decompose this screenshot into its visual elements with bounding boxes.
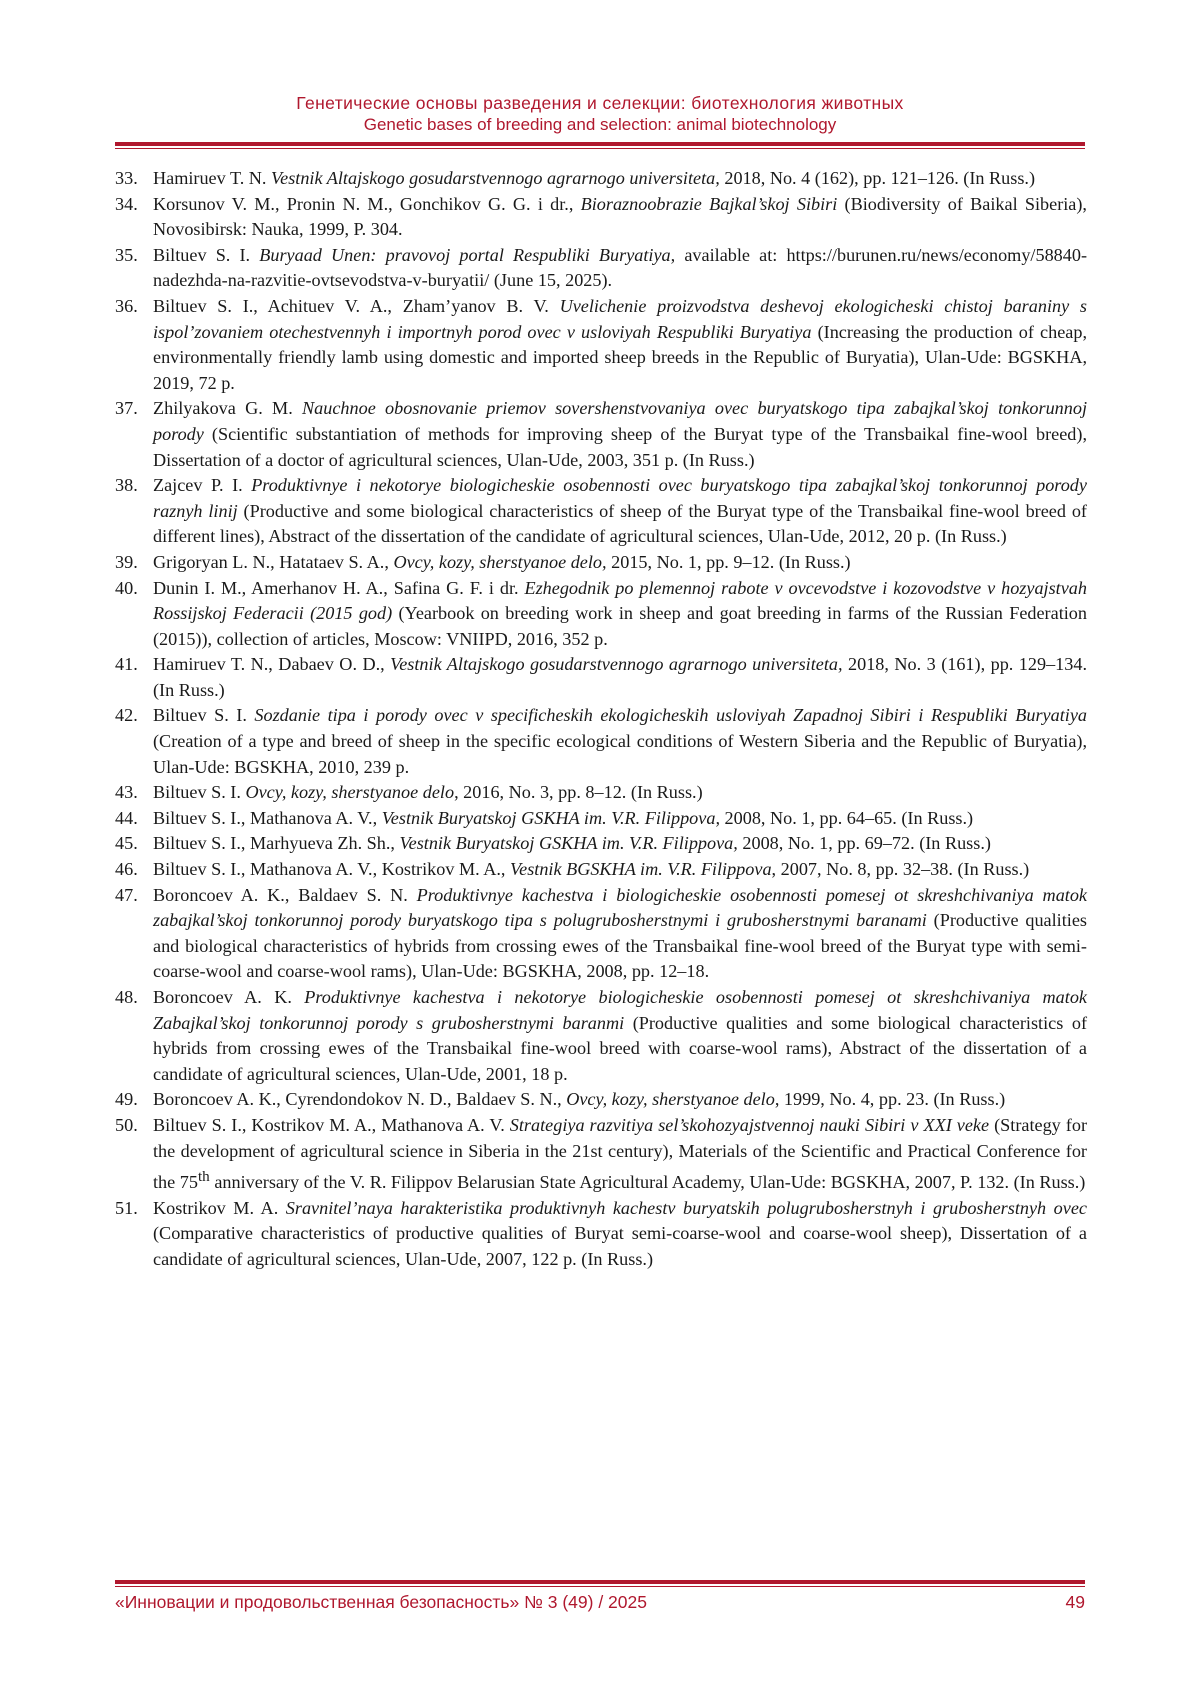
reference-details: 2018, No. 4 (162), pp. 121–126. (In Russ.)	[719, 168, 1036, 188]
reference-number: 42.	[115, 705, 138, 726]
reference-title: Produktivnye i nekotorye biologicheskie osobennosti ovec buryatskogo tipa zabajkal’skoj tonkorunnoj porody raznyh linij	[153, 475, 1087, 521]
reference-title: Vestnik Altajskogo gosudarstvennogo agrarnogo universiteta,	[271, 168, 720, 188]
reference-authors: Biltuev S. I.	[153, 782, 246, 803]
reference-details: 2008, No. 1, pp. 69–72. (In Russ.)	[737, 833, 991, 854]
reference-authors: Biltuev S. I.	[153, 244, 260, 265]
reference-text	[153, 806, 1087, 832]
reference-authors: Korsunov V. M., Pronin N. M., Gonchikov G. G. i dr.,	[153, 193, 581, 214]
reference-text	[153, 1087, 1087, 1113]
reference-number: 44.	[115, 807, 138, 828]
reference-item	[115, 576, 1087, 653]
page-number: 49	[1065, 1592, 1085, 1612]
reference-text	[153, 985, 1087, 1087]
reference-item	[115, 1113, 1087, 1196]
reference-authors: Kostrikov M. A.	[153, 1197, 286, 1218]
footer-rule	[115, 1580, 1085, 1584]
reference-superscript: th	[197, 1168, 210, 1186]
reference-list	[115, 166, 1087, 1273]
reference-authors: Boroncoev A. K., Cyrendondokov N. D., Baldaev S. N.,	[153, 1089, 567, 1110]
reference-details: available at: https://burunen.ru/news/economy/58840-nadezhda-na-razvitie-ovtsevodstva-v-buryatii/ (June 15, 2025).	[153, 244, 1087, 291]
header-rule-thin	[115, 148, 1085, 149]
reference-text	[153, 857, 1087, 883]
reference-item	[115, 166, 1087, 192]
reference-number: 37.	[115, 398, 138, 419]
reference-number: 38.	[115, 475, 138, 496]
reference-authors: Hamiruev T. N., Dabaev O. D.,	[153, 654, 391, 675]
reference-item	[115, 857, 1087, 883]
reference-text	[153, 550, 1087, 576]
reference-number: 41.	[115, 654, 138, 675]
reference-item	[115, 550, 1087, 576]
reference-title: Uvelichenie proizvodstva deshevoj ekologicheski chistoj baraniny s ispol’zovaniem otechestvennyh i importnyh porod ovec v usloviyah Respubliki Buryatiya	[153, 295, 1087, 342]
reference-title: Vestnik BGSKHA im. V.R. Filippova	[510, 859, 772, 880]
reference-authors: Zhilyakova G. M.	[153, 398, 303, 419]
reference-title: Nauchnoe obosnovanie priemov sovershenstvovaniya ovec buryatskogo tipa zabajkal’skoj tonkorunnoj porody	[153, 398, 1088, 444]
reference-text	[153, 396, 1087, 473]
reference-item	[115, 473, 1087, 550]
reference-number: 47.	[115, 884, 138, 905]
reference-details: (Comparative characteristics of productive qualities of Buryat semi-coarse-wool and coarse-wool sheep), Dissertation of a candidate of agricultural sciences, Ulan-Ude, 2007, 122 p. (In Russ.)	[153, 1223, 1087, 1269]
reference-item	[115, 192, 1087, 243]
reference-item	[115, 243, 1087, 294]
reference-details: 2015, No. 1, pp. 9–12. (In Russ.)	[606, 551, 851, 572]
reference-text	[153, 243, 1087, 294]
reference-details: (Productive and some biological characteristics of sheep of the Buryat type of the Transbaikal fine-wool breed of different lines), Abstract of the dissertation of the candidate of agricultural sciences, Ulan-Ude, 2012, 20 p. (In Russ.)	[153, 500, 1087, 547]
reference-authors: Boroncoev A. K., Baldaev S. N.	[153, 884, 417, 905]
reference-title: Produktivnye kachestva i nekotorye biologicheskie osobennosti pomesej ot skreshchivaniya matok Zabajkal’skoj tonkorunnoj porody s grubosherstnymi baranmi	[153, 987, 1087, 1033]
reference-title: Sozdanie tipa i porody ovec v specificheskih ekologicheskih usloviyah Zapadnoj Sibiri i Respubliki Buryatiya	[254, 705, 1087, 726]
reference-number: 43.	[115, 782, 138, 803]
reference-text	[153, 883, 1087, 985]
reference-item	[115, 985, 1087, 1087]
reference-details: 2018, No. 3 (161), pp. 129–134. (In Russ.)	[153, 654, 1087, 700]
reference-title: Sravnitel’naya harakteristika produktivnyh kachestv buryatskih polugrubosherstnyh i grubosherstnyh ovec	[285, 1197, 1087, 1218]
reference-title: Strategiya razvitiya sel’skohozyajstvennoj nauki Sibiri v XXI veke	[509, 1114, 990, 1135]
reference-number: 46.	[115, 859, 138, 880]
reference-details: (Productive qualities and some biological characteristics of hybrids from crossing ewes of the Transbaikal fine-wool breed with coarse-wool rams), Abstract of the dissertation of a candidate of agricultural sciences, Ulan-Ude, 2001, 18 p.	[153, 1012, 1087, 1084]
reference-title: Ovcy, kozy, sherstyanoe delo	[566, 1089, 775, 1110]
footer-rule-thin	[115, 1586, 1085, 1587]
reference-title: Ovcy, kozy, sherstyanoe delo	[245, 782, 455, 803]
reference-item	[115, 780, 1087, 806]
reference-number: 45.	[115, 833, 138, 854]
reference-details: (Increasing the production of cheap, environmentally friendly lamb using domestic and imported sheep breeds in the Republic of Buryatia), Ulan-Ude: BGSKHA, 2019, 72 p.	[153, 321, 1088, 393]
reference-details: , 2007, No. 8, pp. 32–38. (In Russ.)	[771, 859, 1030, 880]
reference-number: 50.	[115, 1114, 138, 1135]
header-rule	[115, 142, 1085, 146]
reference-title: Vestnik Altajskogo gosudarstvennogo agrarnogo universiteta,	[390, 654, 843, 675]
reference-text	[153, 703, 1087, 780]
reference-title: Ovcy, kozy, sherstyanoe delo,	[393, 551, 607, 572]
reference-text	[153, 652, 1087, 703]
reference-details: (Yearbook on breeding work in sheep and goat breeding in farms of the Russian Federation (2015)), collection of articles, Moscow: VNIIPD, 2016, 352 p.	[153, 603, 1087, 649]
reference-text	[153, 192, 1087, 243]
reference-number: 34.	[115, 193, 138, 214]
journal-name: «Инновации и продовольственная безопасность» № 3 (49) / 2025	[115, 1592, 647, 1612]
reference-authors: Boroncoev A. K.	[153, 987, 305, 1007]
reference-details: , 2016, No. 3, pp. 8–12. (In Russ.)	[454, 782, 703, 803]
header-title-en: Genetic bases of breeding and selection: animal biotechnology	[363, 115, 837, 134]
reference-title: Vestnik Buryatskoj GSKHA im. V.R. Filippova,	[381, 807, 720, 828]
reference-title: Buryaad Unen: pravovoj portal Respubliki Buryatiya,	[259, 244, 676, 265]
reference-text	[153, 831, 1087, 857]
reference-details: 2008, No. 1, pp. 64–65. (In Russ.)	[720, 807, 974, 828]
reference-details: (Creation of a type and breed of sheep in the specific ecological conditions of Western Siberia and the Republic of Buryatia), Ulan-Ude: BGSKHA, 2010, 239 p.	[153, 731, 1087, 777]
running-header	[115, 92, 1085, 136]
reference-authors: Biltuev S. I., Marhyueva Zh. Sh.,	[153, 833, 400, 854]
reference-item	[115, 1087, 1087, 1113]
reference-authors: Dunin I. M., Amerhanov H. A., Safina G. F. i dr.	[153, 577, 525, 598]
reference-text	[153, 576, 1087, 653]
reference-item	[115, 831, 1087, 857]
reference-number: 35.	[115, 244, 138, 265]
reference-item	[115, 396, 1087, 473]
reference-title: Bioraznoobrazie Bajkal’skoj Sibiri	[580, 193, 838, 214]
reference-item	[115, 806, 1087, 832]
reference-text	[153, 294, 1087, 396]
header-title-ru: Генетические основы разведения и селекции: биотехнология животных	[296, 93, 904, 113]
reference-authors: Grigoryan L. N., Hatataev S. A.,	[153, 551, 394, 572]
reference-text	[153, 166, 1087, 192]
reference-authors: Zajcev P. I.	[153, 475, 252, 496]
reference-authors: Biltuev S. I., Achituev V. A., Zham’yanov B. V.	[153, 295, 560, 316]
reference-details: (Strategy for the development of agricultural science in Siberia in the 21st century), Materials of the Scientific and Practical Conference for the 75	[153, 1114, 1087, 1193]
reference-authors: Biltuev S. I.	[153, 705, 255, 726]
reference-text	[153, 473, 1087, 550]
reference-title: Vestnik Buryatskoj GSKHA im. V.R. Filippova,	[399, 833, 738, 854]
reference-title: Produktivnye kachestva i biologicheskie osobennosti pomesej ot skreshchivaniya matok zabajkal’skoj tonkorunnoj porody buryatskogo tipa s polugrubosherstnymi i grubosherstnymi baranami	[153, 884, 1088, 931]
reference-details-cont: anniversary of the V. R. Filippov Belarusian State Agricultural Academy, Ulan-Ude: BGSKHA, 2007, P. 132. (In Russ.)	[209, 1172, 1086, 1193]
reference-title: Ezhegodnik po plemennoj rabote v ovcevodstve i kozovodstve v hozyajstvah Rossijskoj Federacii (2015 god)	[153, 577, 1087, 624]
reference-details: (Biodiversity of Baikal Siberia), Novosibirsk: Nauka, 1999, P. 304.	[153, 193, 1087, 240]
reference-item	[115, 294, 1087, 396]
reference-authors: Hamiruev T. N.	[153, 168, 272, 188]
reference-item	[115, 652, 1087, 703]
reference-details: , 1999, No. 4, pp. 23. (In Russ.)	[774, 1089, 1006, 1110]
reference-number: 49.	[115, 1089, 138, 1110]
reference-details: (Productive qualities and biological characteristics of hybrids from crossing ewes of the Transbaikal fine-wool breed of the Buryat type with semi-coarse-wool and coarse-wool rams), Ulan-Ude: BGSKHA, 2008, pp. 12–18.	[153, 910, 1087, 982]
reference-details: (Scientific substantiation of methods for improving sheep of the Buryat type of the Transbaikal fine-wool breed), Dissertation of a doctor of agricultural sciences, Ulan-Ude, 2003, 351 p. (In Russ.)	[153, 423, 1087, 470]
reference-number: 36.	[115, 295, 138, 316]
reference-number: 33.	[115, 168, 138, 188]
reference-authors: Biltuev S. I., Kostrikov M. A., Mathanova A. V.	[153, 1114, 510, 1135]
reference-authors: Biltuev S. I., Mathanova A. V., Kostrikov M. A.,	[153, 859, 511, 880]
reference-number: 48.	[115, 987, 138, 1007]
reference-item	[115, 703, 1087, 780]
reference-number: 51.	[115, 1197, 138, 1218]
reference-text	[153, 1196, 1087, 1273]
reference-number: 40.	[115, 577, 138, 598]
reference-authors: Biltuev S. I., Mathanova A. V.,	[153, 807, 382, 828]
reference-number: 39.	[115, 551, 138, 572]
reference-text	[153, 1113, 1087, 1196]
reference-item	[115, 1196, 1087, 1273]
reference-item	[115, 883, 1087, 985]
reference-text	[153, 780, 1087, 806]
running-footer	[115, 1592, 1085, 1613]
